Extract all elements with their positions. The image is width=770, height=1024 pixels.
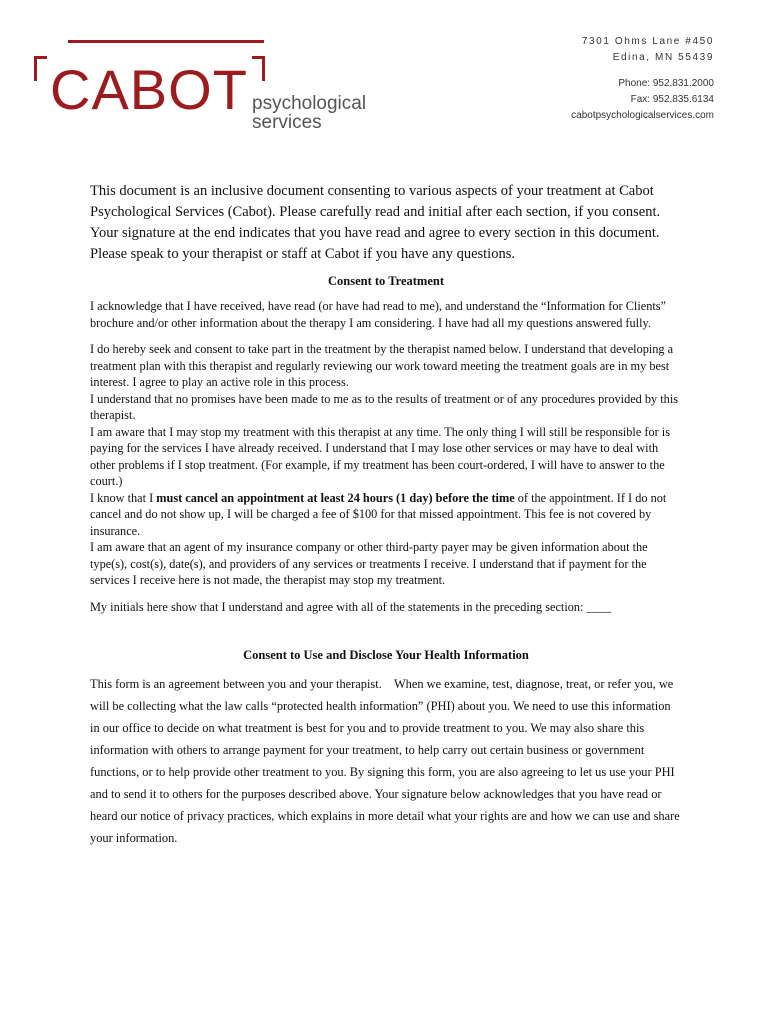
paragraph: I do hereby seek and consent to take part in the treatment by the therapist named below. I understand that developing a treatment plan with this therapist and regularly reviewing our work toward meeting the treatment goals are in my best interest. I agree to play an active role in this process. — [90, 342, 674, 389]
paragraph: I acknowledge that I have received, have read (or have had read to me), and understand the “Information for Clients” brochure and/or other information about the therapy I am considering. I have had all my questions answered fully. — [90, 299, 666, 330]
document-body — [90, 181, 682, 849]
logo-top-bar — [68, 40, 264, 43]
logo-bracket-right — [252, 56, 265, 81]
health-info-paragraph: This form is an agreement between you and your therapist. When we examine, test, diagnose, treat, or refer you, we will be collecting what the law calls “protected health information” (PHI) about you. We need to use this information in our office to decide on what treatment is best for you and to provide treatment to you. We may also share this information with others to arrange payment for your treatment, to help carry out certain business or government functions, or to help provide other treatment to you. By signing this form, you are also agreeing to let us use your PHI and to send it to others for the purposes described above. Your signature below acknowledges that you have read or heard our notice of privacy practices, which explains in more detail what your rights are and how we can use and share your information. — [90, 677, 683, 845]
cabot-logo — [34, 36, 434, 133]
paragraph: I am aware that an agent of my insurance company or other third-party payer may be given information about the type(s), cost(s), date(s), and providers of any services or treatments I receive. I understand that if payment for the services I receive here is not made, the therapist may stop my treatment. — [90, 540, 648, 587]
fax-number: Fax: 952.835.6134 — [630, 94, 714, 105]
phone-number: Phone: 952.831.2000 — [618, 78, 714, 89]
website: cabotpsychologicalservices.com — [571, 110, 714, 121]
paragraph: I am aware that I may stop my treatment with this therapist at any time. The only thing I will still be responsible for is paying for the services I have already received. I understand that I may lose other services or may have to deal with other problems if I stop treatment. (For example, if my treatment has been court-ordered, I will have to answer to the court.) — [90, 424, 670, 488]
section-heading-health-info: Consent to Use and Disclose Your Health Information — [243, 648, 529, 662]
logo-subtitle: psychological services — [252, 93, 367, 133]
address-line-2: Edina, MN 55439 — [612, 52, 714, 63]
paragraph: I understand that no promises have been made to me as to the results of treatment or of any procedures provided by this therapist. — [90, 391, 679, 422]
intro-paragraph: This document is an inclusive document consenting to various aspects of your treatment at Cabot Psychological Services (Cabot). Please carefully read and initial after each section, if you consent. Your signature at the end indicates that you have read and agree to every section in this document. Please speak to your therapist or staff at Cabot if you have any questions. — [90, 183, 661, 262]
contact-block — [571, 34, 714, 124]
address-line-1: 7301 Ohms Lane #450 — [581, 36, 714, 47]
logo-bracket-left — [34, 56, 47, 81]
section-heading-consent-treatment: Consent to Treatment — [328, 274, 444, 288]
cancellation-paragraph: I know that I must cancel an appointment at least 24 hours (1 day) before the time of the appointment. If I do not cancel and do not show up, I will be charged a fee of $100 for that missed appointment. This fee is not covered by insurance. — [90, 490, 667, 538]
logo-wordmark: CABOT — [50, 58, 248, 121]
cancellation-policy-bold: must cancel an appointment at least 24 hours (1 day) before the time — [156, 490, 515, 505]
initials-line: My initials here show that I understand and agree with all of the statements in the preceding section: ____ — [90, 599, 612, 614]
